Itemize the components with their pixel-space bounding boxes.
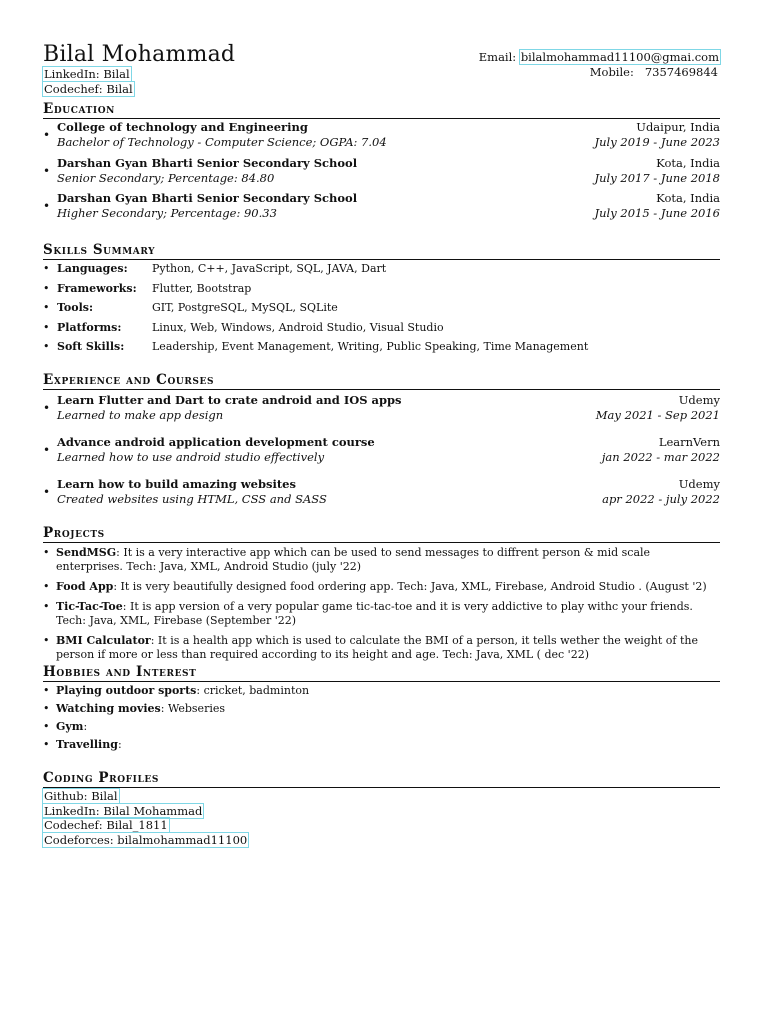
project-description: : It is a health app which is used to calculate the BMI of a person, it tells wether the weight of the person if more or less than required according to its height and age. Tech: Java, XML ( dec '22) xyxy=(56,634,698,661)
project-item xyxy=(43,546,720,574)
coding-profiles-section xyxy=(43,770,720,847)
hobby-item xyxy=(43,702,720,716)
course-entry xyxy=(43,477,720,513)
resume-page xyxy=(43,40,720,847)
course-entry xyxy=(43,393,720,435)
resume-header xyxy=(43,40,720,100)
dates: July 2015 - June 2016 xyxy=(594,206,720,220)
hobbies-section xyxy=(43,664,720,756)
codechef-link[interactable]: Codechef: Bilal xyxy=(44,82,133,96)
degree: Higher Secondary; Percentage: 90.33 xyxy=(57,206,277,220)
skill-label: Tools xyxy=(57,301,89,314)
degree: Bachelor of Technology - Computer Science; OGPA: 7.04 xyxy=(57,135,387,149)
project-item xyxy=(43,580,720,594)
hobby-detail: : xyxy=(83,720,88,733)
mobile-number: 7357469844 xyxy=(644,65,718,79)
dates: July 2017 - June 2018 xyxy=(594,170,720,185)
hobby-name: Playing outdoor sports xyxy=(56,684,197,697)
project-item xyxy=(43,600,720,628)
contact-info xyxy=(479,50,720,80)
hobby-detail: : Webseries xyxy=(160,702,225,715)
hobby-name: Travelling xyxy=(56,738,118,751)
github-link[interactable]: Github: Bilal xyxy=(44,789,118,803)
course-provider: Udemy xyxy=(678,477,720,491)
project-description: : It is app version of a very popular game tic-tac-toe and it is very addictive to play withc your friends. Tech: Java, XML, Firebase (September '22) xyxy=(56,600,693,627)
skill-item: • Platforms: Linux, Web, Windows, Android Studio, Visual Studio xyxy=(43,320,720,340)
codechef-profile-link[interactable]: Codechef: Bilal_1811 xyxy=(44,818,168,832)
skill-value: Python, C++, JavaScript, SQL, JAVA, Dart xyxy=(152,262,387,275)
education-entry xyxy=(43,191,720,227)
school-location: Kota, India xyxy=(656,191,720,205)
project-name: BMI Calculator xyxy=(56,634,151,647)
project-description: : It is very beautifully designed food ordering app. Tech: Java, XML, Firebase, Android Studio . (August '2) xyxy=(113,580,707,593)
course-description: Created websites using HTML, CSS and SASS xyxy=(57,492,327,506)
hobby-item xyxy=(43,684,720,698)
dates: July 2019 - June 2023 xyxy=(594,135,720,149)
skills-title: Skills Summary xyxy=(43,242,720,260)
school-name: • College of technology and Engineering xyxy=(57,120,308,134)
skill-item: • Frameworks: Flutter, Bootstrap xyxy=(43,281,720,301)
hobby-detail: : xyxy=(117,738,122,751)
education-section xyxy=(43,101,720,227)
hobby-name: Gym xyxy=(56,720,84,733)
skill-label: Soft Skills xyxy=(57,340,121,353)
hobby-name: Watching movies xyxy=(56,702,161,715)
skill-item: • Tools: GIT, PostgreSQL, MySQL, SQLite xyxy=(43,300,720,320)
course-name: • Advance android application development course xyxy=(57,435,375,449)
skill-label: Platforms xyxy=(57,320,118,334)
coding-profiles-title: Coding Profiles xyxy=(43,770,720,788)
skill-value: Leadership, Event Management, Writing, Public Speaking, Time Management xyxy=(152,340,589,353)
course-name: • Learn how to build amazing websites xyxy=(57,477,296,491)
course-dates: apr 2022 - july 2022 xyxy=(602,492,720,506)
degree: Senior Secondary; Percentage: 84.80 xyxy=(57,170,275,185)
course-provider: LearnVern xyxy=(658,435,720,449)
project-name: Food App xyxy=(56,580,114,593)
header-links xyxy=(43,67,134,97)
project-name: Tic-Tac-Toe xyxy=(56,600,123,613)
project-item xyxy=(43,634,720,662)
course-dates: May 2021 - Sep 2021 xyxy=(595,408,720,422)
linkedin-profile-link[interactable]: LinkedIn: Bilal Mohammad xyxy=(44,803,203,818)
hobby-item xyxy=(43,738,720,752)
projects-title: Projects xyxy=(43,525,720,543)
course-name: • Learn Flutter and Dart to crate android and IOS apps xyxy=(57,393,402,407)
skill-label: Languages xyxy=(57,262,124,275)
school-location: Kota, India xyxy=(656,155,720,170)
school-name: • Darshan Gyan Bharti Senior Secondary School xyxy=(57,155,358,170)
skill-value: GIT, PostgreSQL, MySQL, SQLite xyxy=(152,301,338,314)
course-description: Learned how to use android studio effectively xyxy=(57,450,325,464)
course-dates: jan 2022 - mar 2022 xyxy=(601,450,720,464)
email-label: Email: xyxy=(478,50,517,64)
hobby-item xyxy=(43,720,720,734)
mobile-label: Mobile: xyxy=(589,65,634,79)
education-entry xyxy=(43,120,720,156)
school-name: • Darshan Gyan Bharti Senior Secondary School xyxy=(57,191,358,205)
candidate-name: Bilal Mohammad xyxy=(43,42,236,67)
skill-value: Linux, Web, Windows, Android Studio, Visual Studio xyxy=(152,320,444,334)
skill-item: • Soft Skills: Leadership, Event Management, Writing, Public Speaking, Time Management xyxy=(43,339,720,359)
email-link[interactable]: bilalmohammad11100@gmai.com xyxy=(520,50,719,64)
education-title: Education xyxy=(43,101,720,119)
project-description: : It is a very interactive app which can be used to send messages to diffrent person & mid scale enterprises. Tech: Java, XML, Android Studio (july '22) xyxy=(56,546,651,573)
hobby-detail: : cricket, badminton xyxy=(196,684,310,697)
linkedin-link[interactable]: LinkedIn: Bilal xyxy=(44,67,130,81)
skill-label: Frameworks xyxy=(57,281,133,295)
skill-value: Flutter, Bootstrap xyxy=(152,281,252,295)
hobbies-title: Hobbies and Interest xyxy=(43,664,720,682)
skills-section xyxy=(43,242,720,359)
experience-title: Experience and Courses xyxy=(43,372,720,390)
course-description: Learned to make app design xyxy=(57,408,224,422)
projects-section xyxy=(43,525,720,668)
course-entry xyxy=(43,435,720,477)
school-location: Udaipur, India xyxy=(636,120,720,134)
education-entry xyxy=(43,156,720,192)
project-name: SendMSG xyxy=(56,546,117,559)
experience-section xyxy=(43,372,720,513)
course-provider: Udemy xyxy=(678,393,720,407)
codeforces-profile-link[interactable]: Codeforces: bilalmohammad11100 xyxy=(44,832,248,847)
skill-item: • Languages: Python, C++, JavaScript, SQL, JAVA, Dart xyxy=(43,261,720,281)
